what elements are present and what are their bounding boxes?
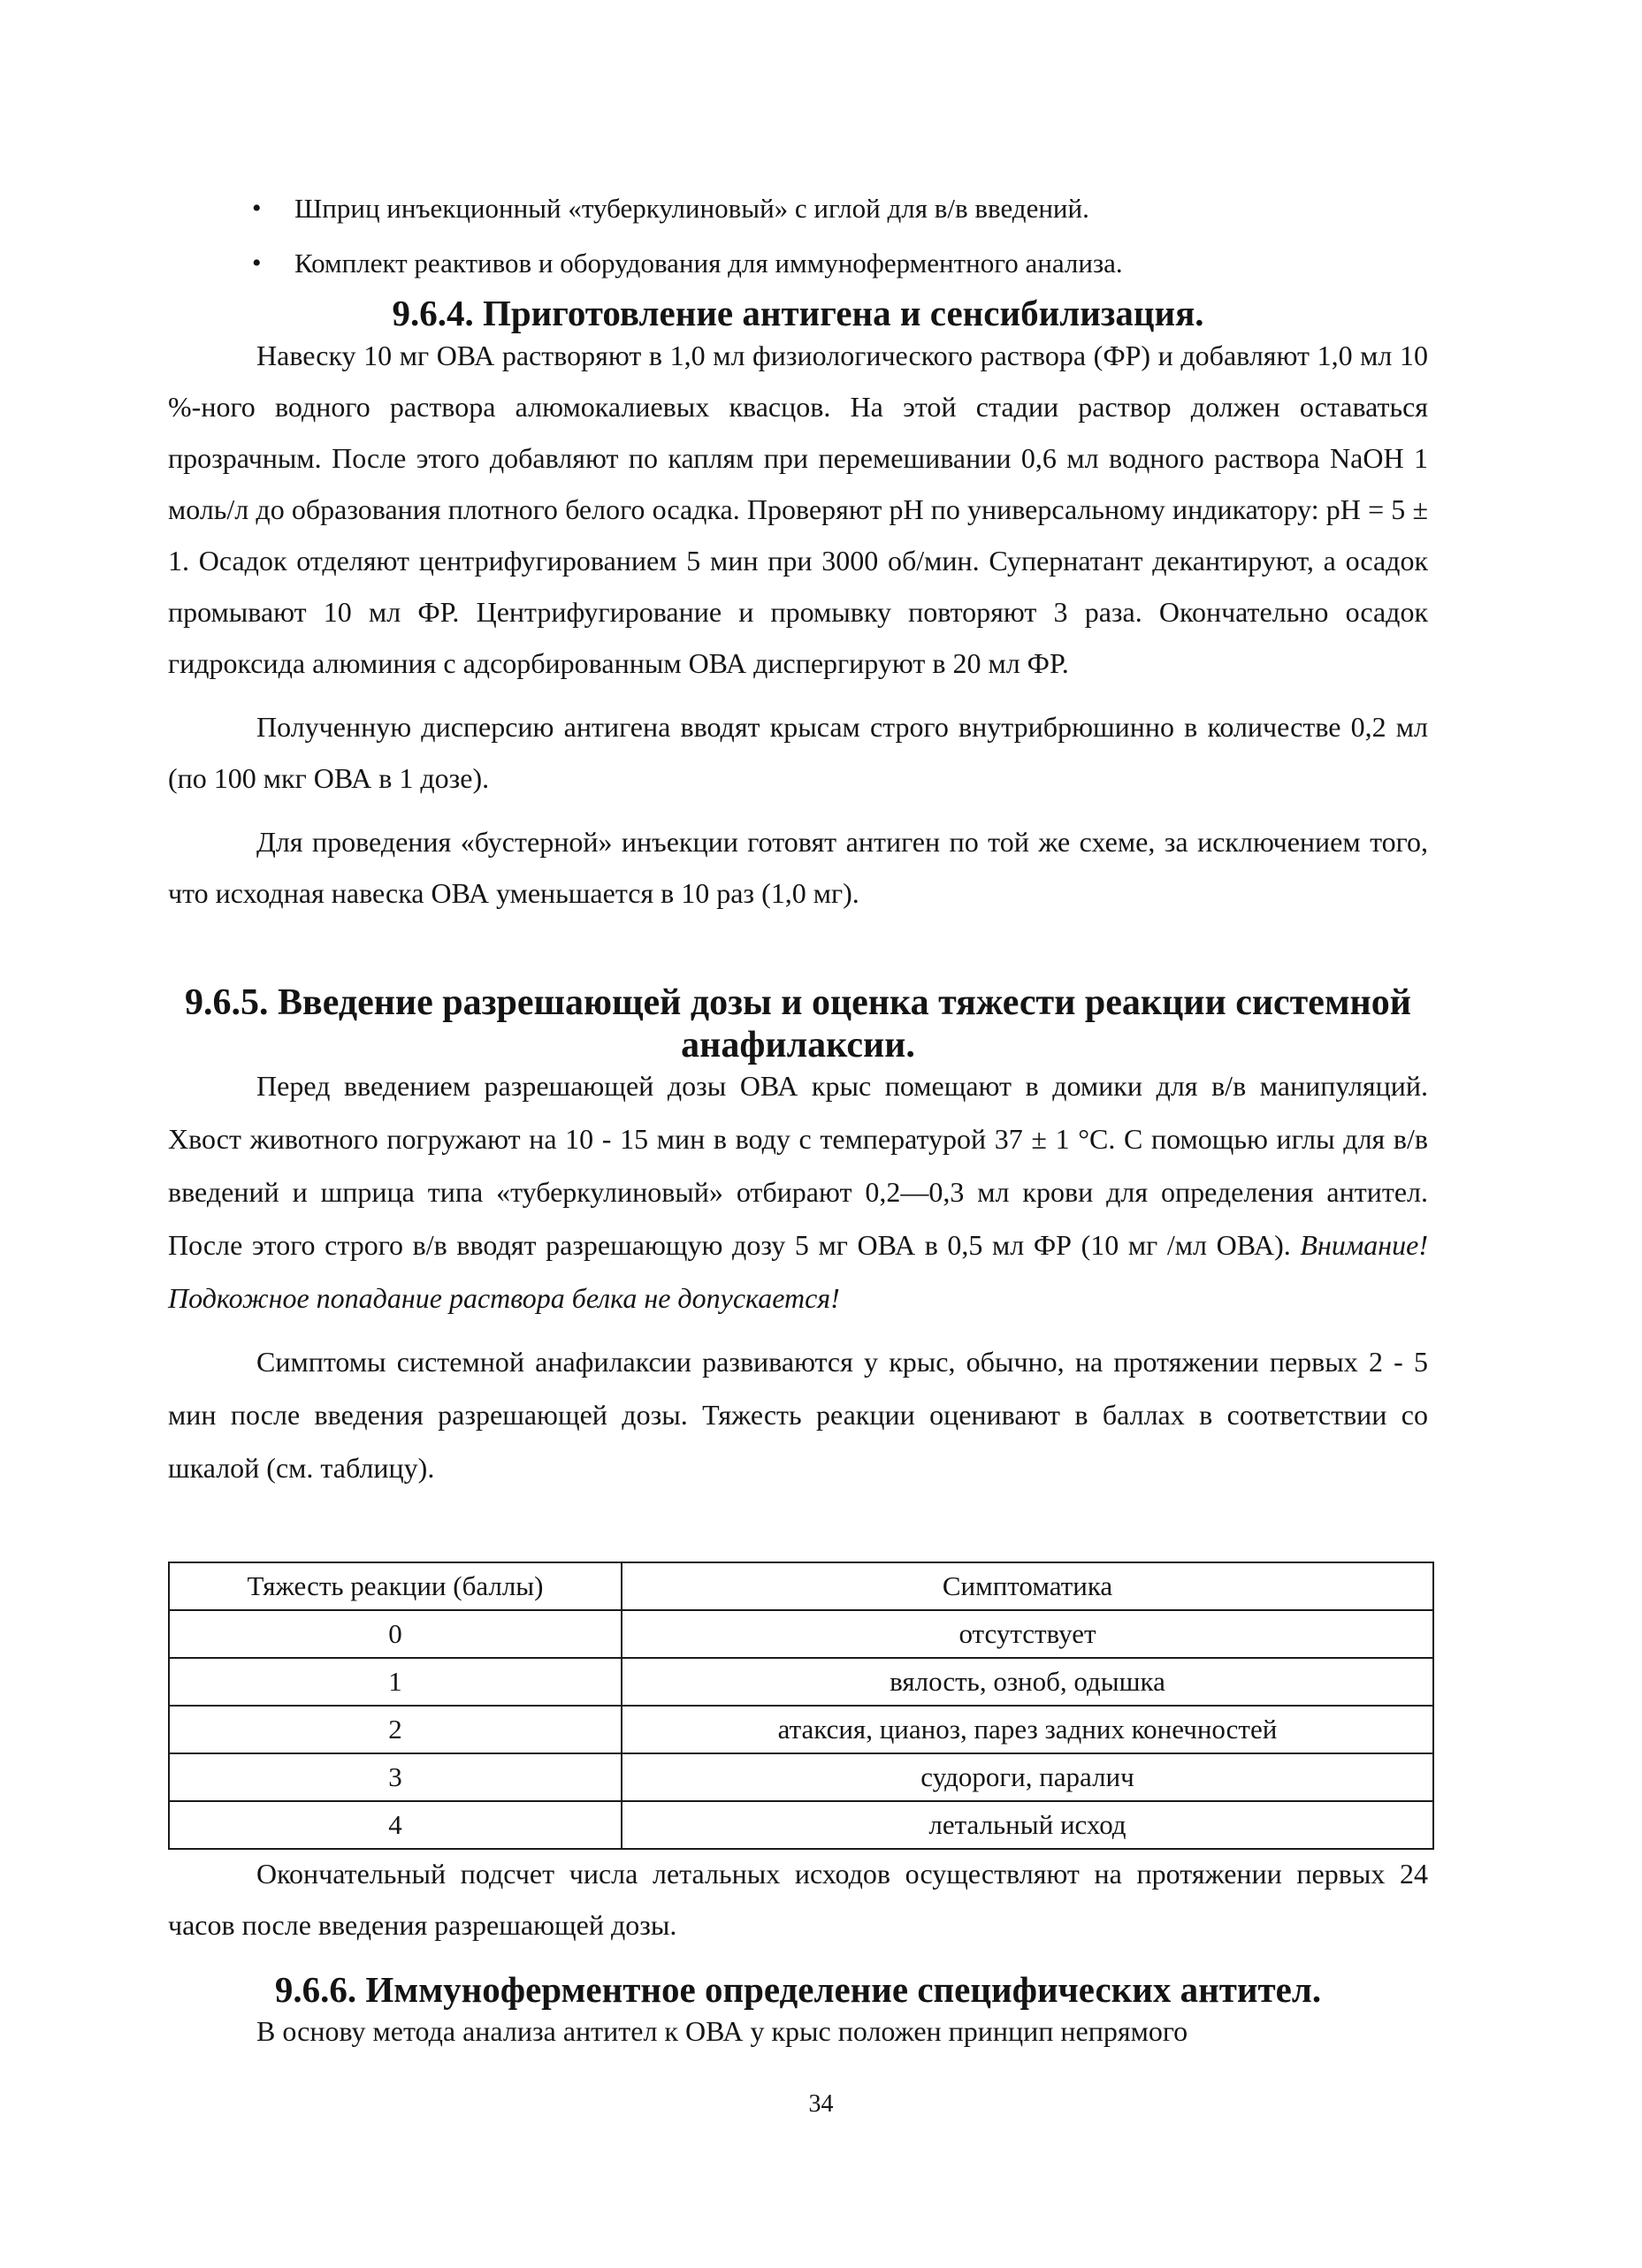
heading-line: анафилаксии. (681, 1025, 915, 1065)
score-cell: 1 (169, 1658, 622, 1706)
section-heading-964: 9.6.4. Приготовление антигена и сенсибилизация. (392, 293, 1204, 333)
section-964-body (168, 330, 1428, 919)
severity-scale-table (168, 1562, 1434, 1850)
bullet-icon: • (252, 248, 262, 278)
paragraph: Симптомы системной анафилаксии развиваются у крыс, обычно, на протяжении первых 2 - 5 мин после введения разрешающей дозы. Тяжесть реакции оценивают в баллах в соответствии со шкалой (см. таблицу). (168, 1346, 1428, 1484)
symptoms-cell: отсутствует (622, 1610, 1433, 1658)
paragraph: Полученную дисперсию антигена вводят крысам строго внутрибрюшинно в количестве 0,2 мл (по 100 мкг ОВА в 1 дозе). (168, 711, 1428, 794)
section-965-footer (168, 1848, 1428, 1951)
column-header: Симптоматика (622, 1562, 1433, 1610)
bullet-icon: • (252, 194, 262, 223)
paragraph: Навеску 10 мг ОВА растворяют в 1,0 мл физиологического раствора (ФР) и добавляют 1,0 мл 10 %-ного водного раствора алюмокалиевых квасцов. На этой стадии раствор должен оставаться прозрачным. После этого добавляют по каплям при перемешивании 0,6 мл водного раствора NaOH 1 моль/л до образования плотного белого осадка. Проверяют pH по универсальному индикатору: pH = 5 ± 1. Осадок отделяют центрифугированием 5 мин при 3000 об/мин. Супернатант декантируют, а осадок промывают 10 мл ФР. Центрифугирование и промывку повторяют 3 раза. Окончательно осадок гидроксида алюминия с адсорбированным ОВА диспергируют в 20 мл ФР. (168, 340, 1428, 679)
section-heading-965 (168, 981, 1428, 1066)
paragraph (168, 1059, 1428, 1325)
equipment-list (252, 181, 1437, 291)
symptoms-cell: атаксия, цианоз, парез задних конечностей (622, 1706, 1433, 1753)
table-row (169, 1610, 1433, 1658)
section-965-body (168, 1059, 1428, 1494)
table-row (169, 1706, 1433, 1753)
symptoms-cell: летальный исход (622, 1801, 1433, 1849)
score-cell: 4 (169, 1801, 622, 1849)
score-cell: 0 (169, 1610, 622, 1658)
section-heading-966: 9.6.6. Иммуноферментное определение специфических антител. (274, 1969, 1322, 2010)
warning-text: Внимание! Подкожное попадание раствора белка не допускается! (168, 1229, 1428, 1314)
list-item-text: Комплект реактивов и оборудования для иммуноферментного анализа. (294, 248, 1123, 279)
paragraph: Для проведения «бустерной» инъекции готовят антиген по той же схеме, за исключением того, что исходная навеска ОВА уменьшается в 10 раз (1,0 мг). (168, 826, 1428, 909)
table-row (169, 1658, 1433, 1706)
symptoms-cell: судороги, паралич (622, 1753, 1433, 1801)
symptoms-cell: вялость, озноб, одышка (622, 1658, 1433, 1706)
score-cell: 2 (169, 1706, 622, 1753)
list-item-text: Шприц инъекционный «туберкулиновый» с иглой для в/в введений. (294, 193, 1089, 224)
paragraph: В основу метода анализа антител к ОВА у крыс положен принцип непрямого (256, 2015, 1188, 2047)
paragraph-text: Перед введением разрешающей дозы ОВА крыс помещают в домики для в/в манипуляций. Хвост животного погружают на 10 - 15 мин в воду с температурой 37 ± 1 °С. С помощью иглы для в/в введений и шприца типа «туберкулиновый» отбирают 0,2—0,3 мл крови для определения антител. После этого строго в/в вводят разрешающую дозу 5 мг ОВА в 0,5 мл ФР (10 мг /мл ОВА). (168, 1070, 1428, 1261)
table-row (169, 1753, 1433, 1801)
page-number: 34 (808, 2090, 834, 2118)
table-row (169, 1801, 1433, 1849)
heading-line: 9.6.5. Введение разрешающей дозы и оценка тяжести реакции системной (185, 982, 1411, 1023)
column-header: Тяжесть реакции (баллы) (169, 1562, 622, 1610)
list-item (252, 236, 1437, 291)
list-item (252, 181, 1437, 236)
paragraph: Окончательный подсчет числа летальных исходов осуществляют на протяжении первых 24 часов после введения разрешающей дозы. (168, 1858, 1428, 1941)
section-966-body (168, 2005, 1428, 2057)
table-header-row (169, 1562, 1433, 1610)
score-cell: 3 (169, 1753, 622, 1801)
